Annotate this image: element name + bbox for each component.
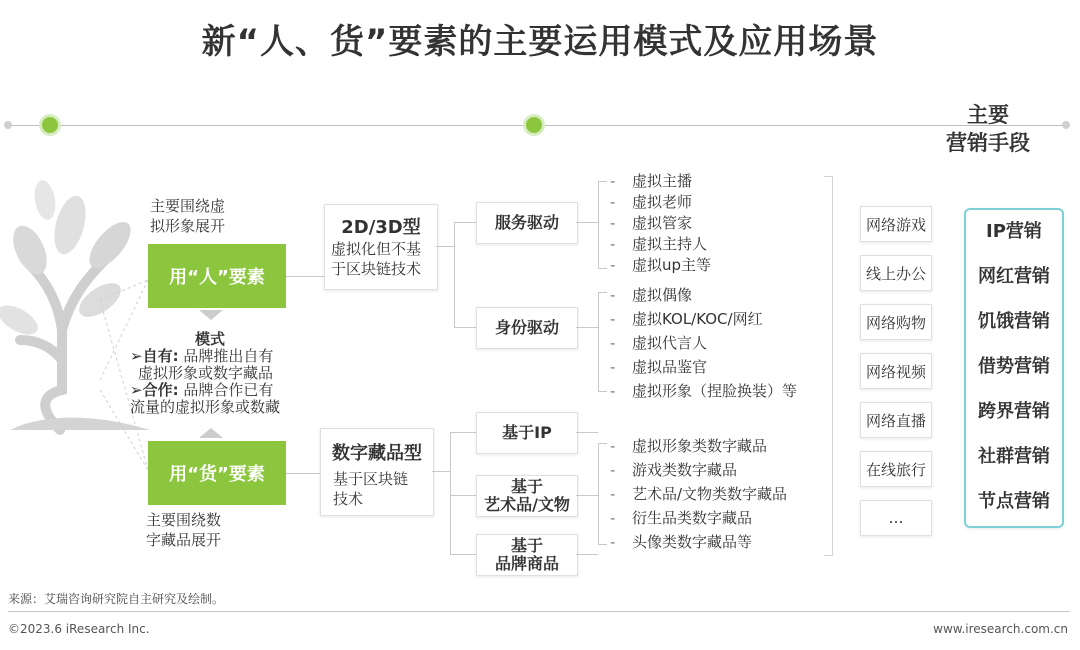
connector bbox=[454, 222, 476, 223]
type-digital-box bbox=[320, 428, 434, 516]
scene-item: 线上办公 bbox=[860, 255, 932, 291]
category-ip: 基于IP bbox=[476, 412, 578, 454]
goods-element-box: 用“货”要素 bbox=[148, 441, 286, 505]
scene-item: 网络直播 bbox=[860, 402, 932, 438]
list-item: - 虚拟up主等 bbox=[610, 255, 711, 276]
page-title: 新“人、货”要素的主要运用模式及应用场景 bbox=[201, 22, 879, 62]
source-note: 来源：艾瑞咨询研究院自主研究及绘制。 bbox=[8, 592, 225, 606]
bracket-scenes bbox=[824, 176, 833, 556]
type-2d3d-title: 2D/3D型 bbox=[341, 217, 421, 238]
website-link[interactable]: www.iresearch.com.cn bbox=[933, 622, 1068, 636]
list-item: - 虚拟老师 bbox=[610, 192, 711, 213]
service-items-list bbox=[610, 171, 711, 276]
list-item: - 虚拟形象（捏脸换装）等 bbox=[610, 379, 797, 403]
marketing-header bbox=[930, 101, 1046, 157]
connector bbox=[576, 554, 598, 555]
list-item: - 虚拟代言人 bbox=[610, 331, 797, 355]
marketing-item: IP营销 bbox=[986, 221, 1042, 242]
mode-coop-label: ➢合作: bbox=[130, 381, 179, 399]
identity-items-list bbox=[610, 283, 797, 403]
bracket-identity bbox=[598, 292, 607, 392]
scene-item: 网络游戏 bbox=[860, 206, 932, 242]
people-element-box: 用“人”要素 bbox=[148, 244, 286, 308]
connector bbox=[454, 327, 476, 328]
scene-item: 网络视频 bbox=[860, 353, 932, 389]
category-service: 服务驱动 bbox=[476, 202, 578, 244]
list-item: - 虚拟品鉴官 bbox=[610, 355, 797, 379]
goods-items-list bbox=[610, 434, 787, 554]
connector bbox=[576, 495, 598, 496]
bracket-service bbox=[598, 181, 607, 269]
connector bbox=[436, 246, 454, 247]
marketing-header-line2: 营销手段 bbox=[946, 131, 1030, 155]
timeline-dot bbox=[4, 121, 12, 129]
type-2d3d-desc-line2: 于区块链技术 bbox=[331, 260, 422, 278]
goods-note-line2: 字藏品展开 bbox=[146, 531, 222, 549]
list-item: - 虚拟管家 bbox=[610, 213, 711, 234]
people-note bbox=[150, 196, 225, 236]
goods-note bbox=[146, 510, 221, 550]
type-digital-title: 数字藏品型 bbox=[332, 443, 422, 464]
marketing-header-line1: 主要 bbox=[967, 103, 1009, 127]
mode-own bbox=[130, 348, 310, 365]
list-item: - 艺术品/文物类数字藏品 bbox=[610, 482, 787, 506]
marketing-item: 网红营销 bbox=[978, 266, 1050, 287]
type-2d3d-desc bbox=[325, 239, 437, 279]
category-art bbox=[476, 475, 578, 517]
type-digital-desc bbox=[321, 469, 433, 509]
marketing-box bbox=[964, 208, 1064, 528]
list-item: - 头像类数字藏品等 bbox=[610, 530, 787, 554]
list-item: - 虚拟主持人 bbox=[610, 234, 711, 255]
mode-block bbox=[130, 330, 310, 416]
scene-item: 网络购物 bbox=[860, 304, 932, 340]
connector bbox=[576, 222, 598, 223]
mode-title: 模式 bbox=[194, 330, 225, 348]
mode-own-text2: 虚拟形象或数字藏品 bbox=[138, 364, 274, 382]
scene-item: 在线旅行 bbox=[860, 451, 932, 487]
marketing-item: 节点营销 bbox=[978, 491, 1050, 512]
mode-coop-text2: 流量的虚拟形象或数藏 bbox=[130, 398, 281, 416]
marketing-item: 借势营销 bbox=[978, 356, 1050, 377]
marketing-item: 跨界营销 bbox=[978, 401, 1050, 422]
connector bbox=[450, 432, 476, 433]
list-item: - 虚拟偶像 bbox=[610, 283, 797, 307]
type-2d3d-desc-line1: 虚拟化但不基 bbox=[331, 240, 422, 258]
scenes-list bbox=[860, 206, 934, 536]
type-2d3d-box bbox=[324, 204, 438, 290]
copyright: ©2023.6 iResearch Inc. bbox=[8, 622, 150, 636]
connector bbox=[576, 432, 598, 433]
category-brand-line2: 品牌商品 bbox=[494, 554, 559, 573]
type-digital-desc-line2: 技术 bbox=[333, 490, 364, 508]
mode-own-text1: 品牌推出自有 bbox=[178, 347, 274, 365]
connector bbox=[432, 471, 450, 472]
timeline-green-dot bbox=[526, 117, 542, 133]
timeline-dot bbox=[1062, 121, 1070, 129]
connector bbox=[286, 276, 324, 277]
category-brand bbox=[476, 534, 578, 576]
footer-divider bbox=[8, 611, 1070, 612]
connector bbox=[450, 495, 476, 496]
scene-item: … bbox=[860, 500, 932, 536]
timeline-green-dot bbox=[42, 117, 58, 133]
mode-coop bbox=[130, 382, 310, 399]
marketing-item: 社群营销 bbox=[978, 446, 1050, 467]
goods-note-line1: 主要围绕数 bbox=[146, 511, 222, 529]
list-item: - 虚拟形象类数字藏品 bbox=[610, 434, 787, 458]
bracket-goods bbox=[598, 443, 607, 545]
mode-own-label: ➢自有: bbox=[130, 347, 179, 365]
people-note-line2: 拟形象展开 bbox=[150, 217, 226, 235]
connector bbox=[286, 473, 320, 474]
connector bbox=[450, 554, 476, 555]
category-brand-line1: 基于 bbox=[510, 536, 543, 555]
category-art-line1: 基于 bbox=[510, 477, 543, 496]
mode-coop-text1: 品牌合作已有 bbox=[178, 381, 274, 399]
connector bbox=[454, 222, 455, 328]
category-identity: 身份驱动 bbox=[476, 307, 578, 349]
list-item: - 衍生品类数字藏品 bbox=[610, 506, 787, 530]
connector bbox=[450, 432, 451, 554]
people-note-line1: 主要围绕虚 bbox=[150, 197, 226, 215]
list-item: - 游戏类数字藏品 bbox=[610, 458, 787, 482]
category-art-line2: 艺术品/文物 bbox=[484, 495, 570, 514]
marketing-item: 饥饿营销 bbox=[978, 311, 1050, 332]
type-digital-desc-line1: 基于区块链 bbox=[333, 470, 409, 488]
connector bbox=[576, 327, 598, 328]
list-item: - 虚拟主播 bbox=[610, 171, 711, 192]
list-item: - 虚拟KOL/KOC/网红 bbox=[610, 307, 797, 331]
